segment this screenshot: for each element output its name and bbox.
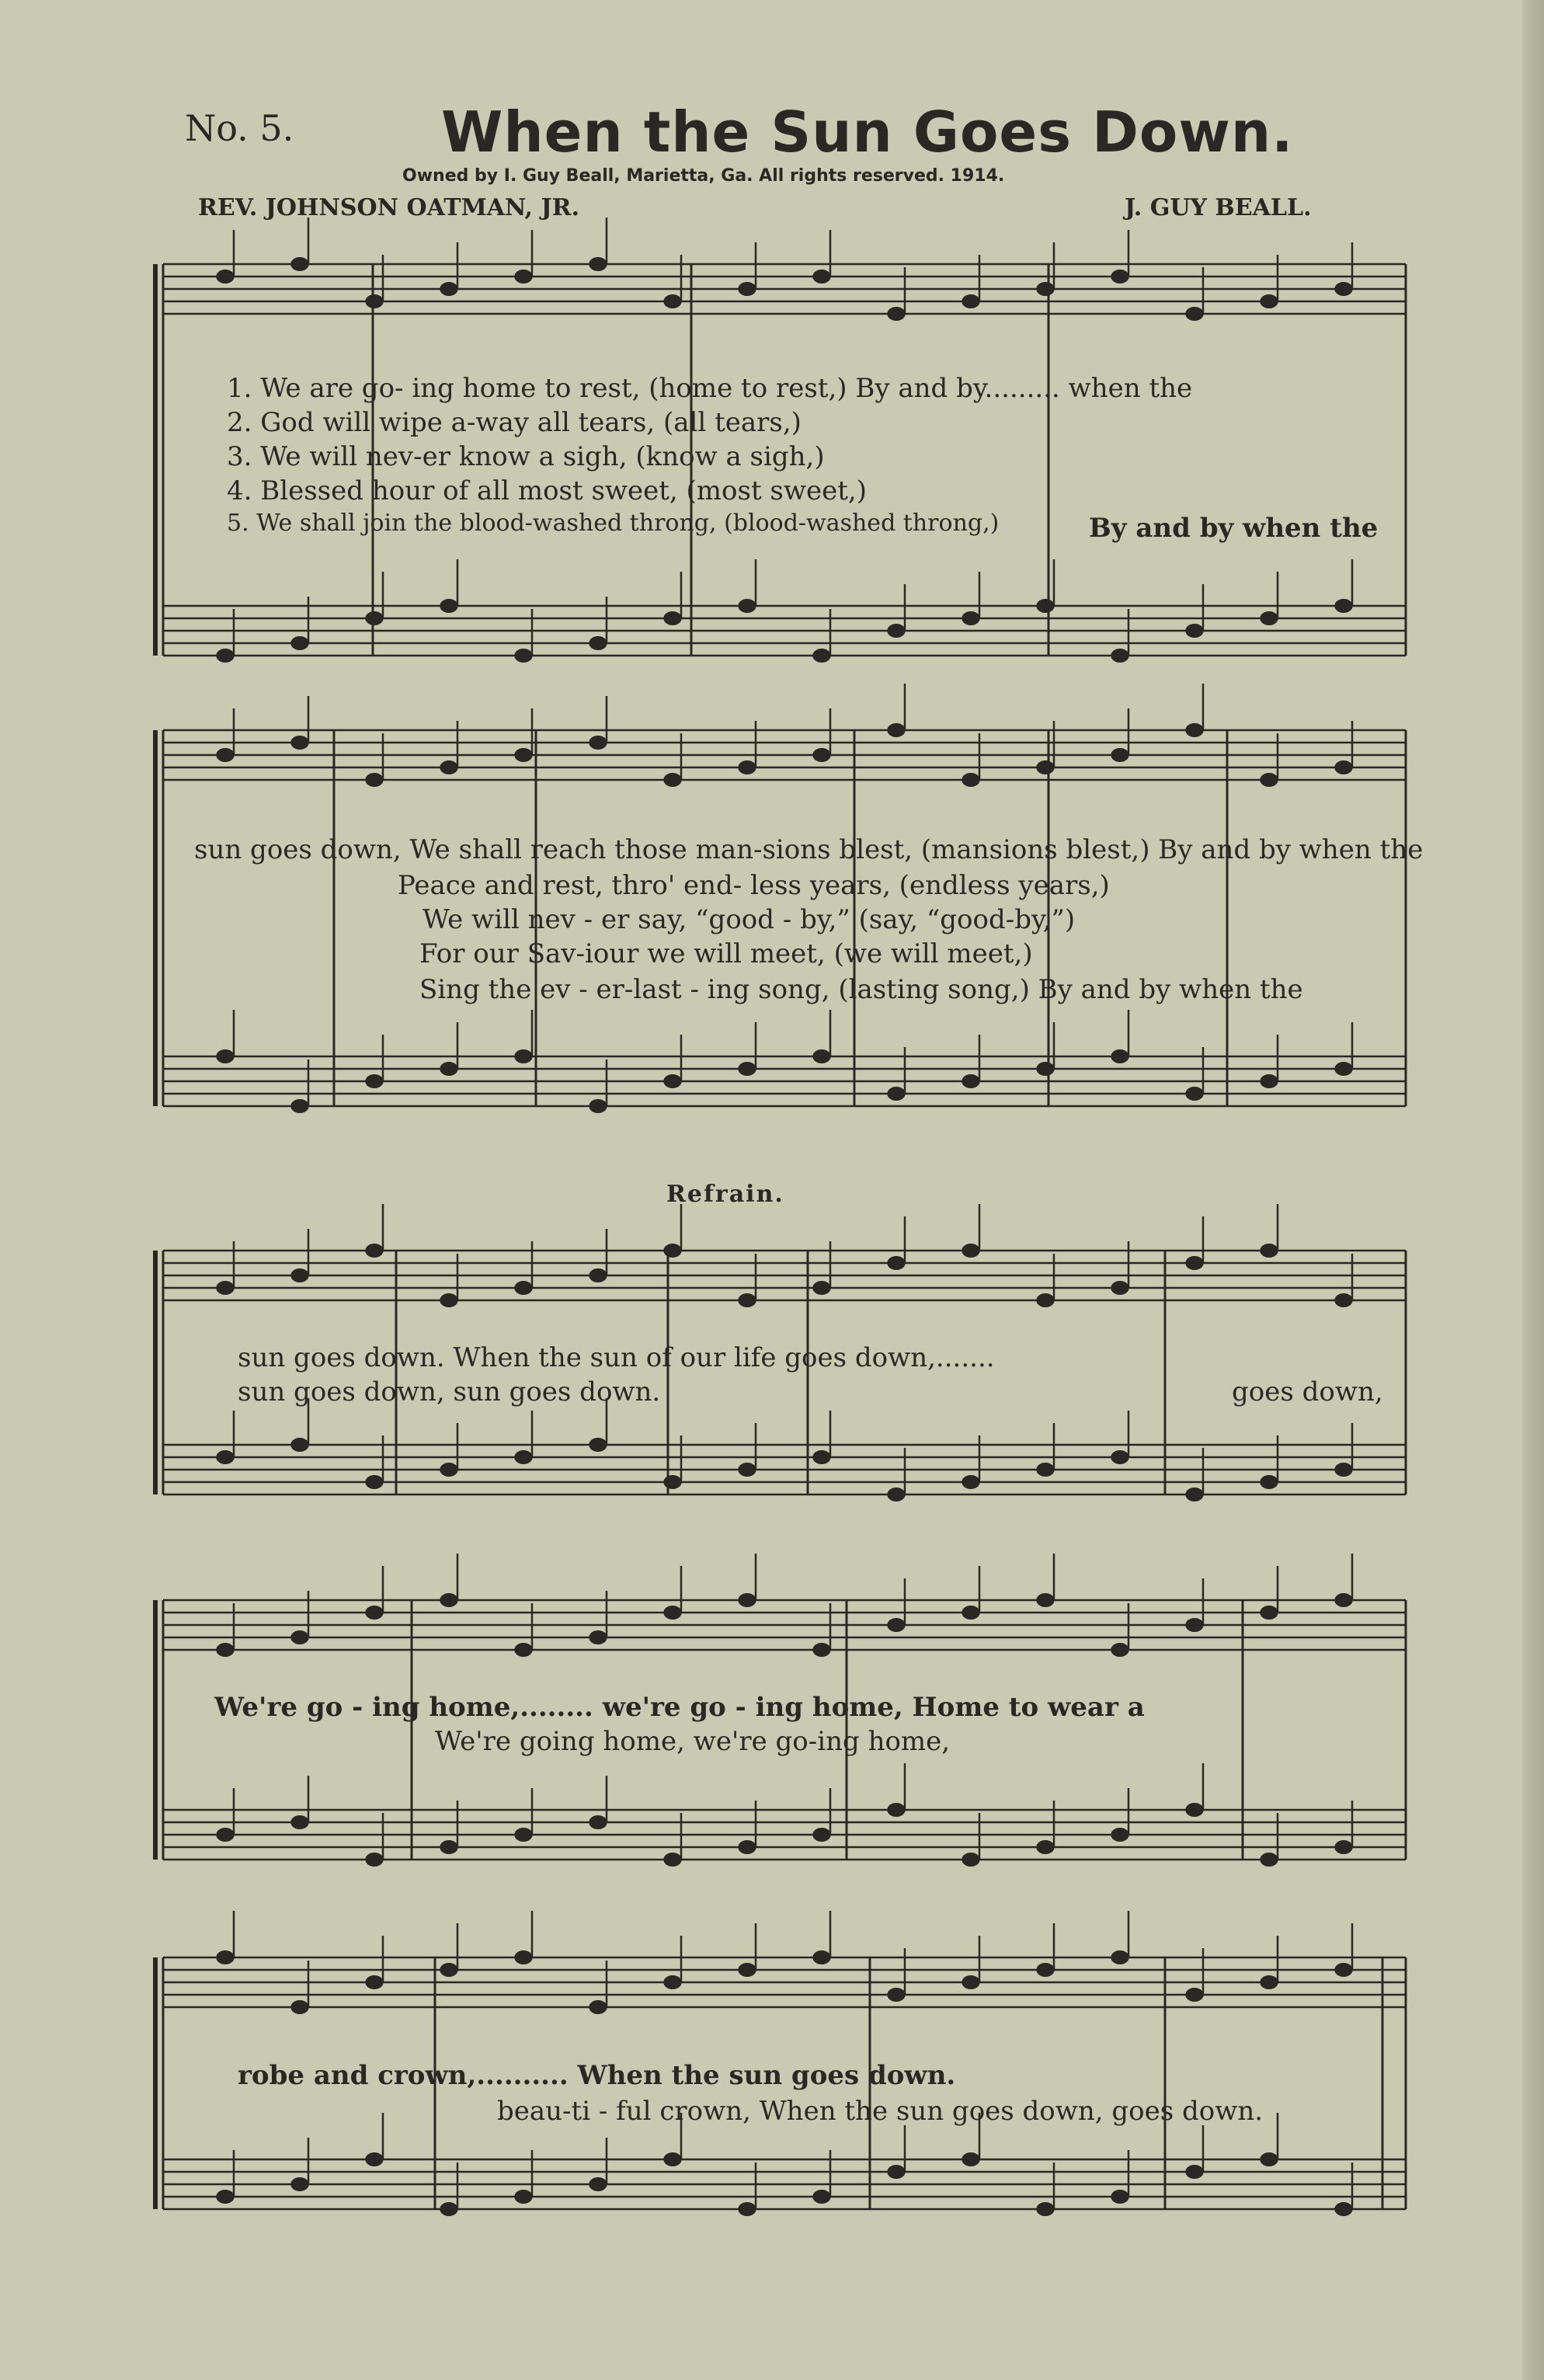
refrain-line-4: We're go - ing home,........ we're go - ing home, Home to wear a [214, 1692, 1145, 1723]
refrain-label: Refrain. [666, 1181, 784, 1208]
verse-2-line: 2. God will wipe a-way all tears, (all tears,) [227, 407, 802, 438]
composer-credit: J. GUY BEALL. [1125, 194, 1312, 221]
copyright-line: Owned by I. Guy Beall, Marietta, Ga. All rights reserved. 1914. [402, 166, 1005, 186]
verse-5-line: 5. We shall join the blood-washed throng, (blood-washed throng,) [227, 510, 1000, 537]
refrain-line-7: beau-ti - ful crown, When the sun goes down, goes down. [497, 2096, 1264, 2127]
refrain-line-2: sun goes down, sun goes down. [238, 1376, 661, 1407]
refrain-line-1: sun goes down. When the sun of our life goes down,....... [238, 1342, 995, 1373]
hymn-title: When the Sun Goes Down. [441, 99, 1294, 165]
lyricist-credit: REV. JOHNSON OATMAN, JR. [198, 194, 580, 221]
refrain-line-3: goes down, [1232, 1376, 1383, 1407]
verse-3-line: 3. We will nev-er know a sigh, (know a sigh,) [227, 441, 825, 472]
verse-5-ending: By and by when the [1089, 513, 1379, 544]
verse-5-line-2: Sing the ev - er-last - ing song, (lasting song,) By and by when the [419, 974, 1303, 1005]
verse-1-line: 1. We are go- ing home to rest, (home to rest,) By and by......... when the [227, 373, 1193, 404]
verse-3-line-2: We will nev - er say, “good - by,” (say, “good-by,”) [423, 904, 1076, 935]
hymn-number: No. 5. [185, 107, 294, 149]
refrain-line-6: robe and crown,.......... When the sun goes down. [238, 2060, 956, 2091]
verse-2-line-2: Peace and rest, thro' end- less years, (endless years,) [398, 870, 1110, 901]
verse-1-line-2: sun goes down, We shall reach those man-sions blest, (mansions blest,) By and by when the [194, 834, 1424, 865]
refrain-line-5: We're going home, we're go-ing home, [435, 1726, 951, 1757]
verse-4-line-2: For our Sav-iour we will meet, (we will meet,) [419, 938, 1033, 969]
verse-4-line: 4. Blessed hour of all most sweet, (most sweet,) [227, 475, 867, 506]
